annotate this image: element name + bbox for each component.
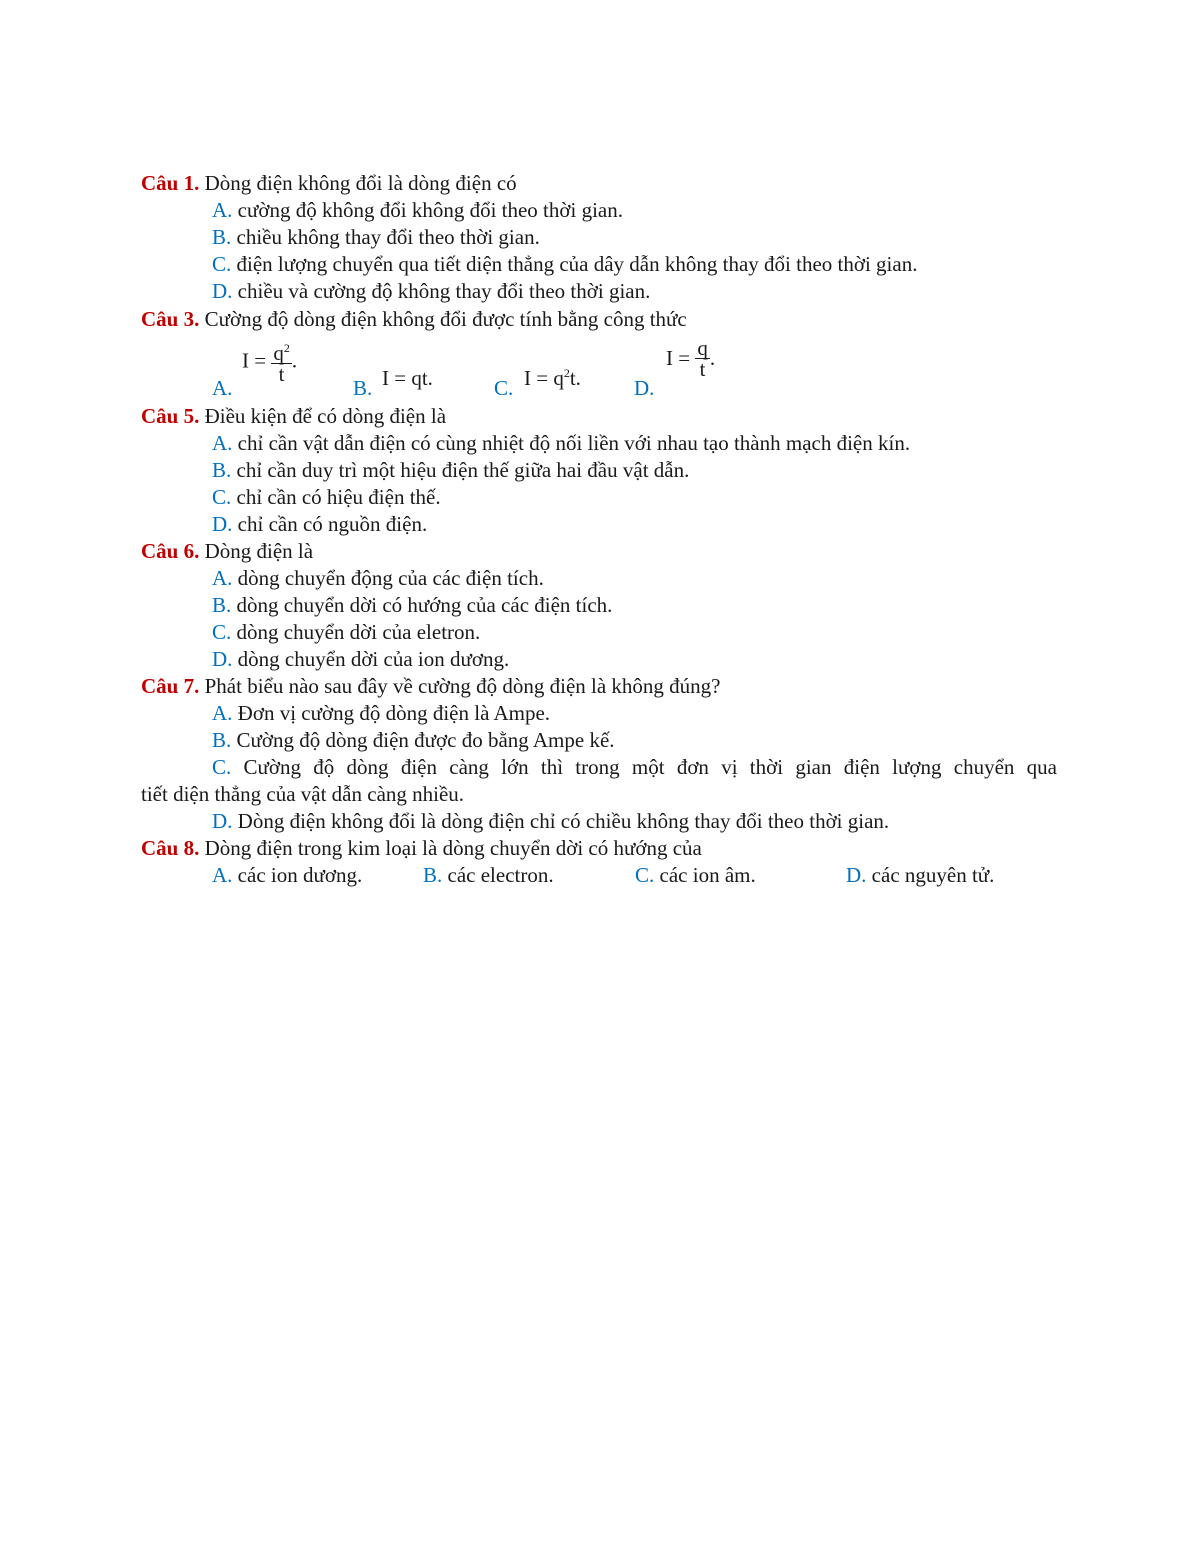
question-8 (141, 835, 702, 862)
option-label: A. (212, 566, 233, 590)
formula-tail: . (709, 346, 716, 370)
option-label: B. (353, 376, 373, 400)
q8-option-c (635, 862, 756, 889)
option-text: Cường độ dòng điện được đo bằng Ampe kế. (231, 728, 615, 752)
question-label: Câu 1. (141, 171, 200, 195)
q8-option-a (212, 862, 362, 889)
option-label: B. (212, 728, 232, 752)
option-text: các ion âm. (654, 863, 756, 887)
option-text: dòng chuyển động của các điện tích. (232, 566, 544, 590)
option-label: C. (212, 485, 232, 509)
question-7 (141, 673, 721, 700)
option-text: chỉ cần có hiệu điện thế. (231, 485, 441, 509)
formula-d (666, 338, 715, 379)
option-label: A. (212, 701, 233, 725)
question-text: Phát biểu nào sau đây về cường độ dòng điện là không đúng? (199, 674, 721, 698)
denominator: t (699, 357, 706, 381)
formula-tail: t. (569, 366, 581, 390)
question-text: Cường độ dòng điện không đổi được tính bằng công thức (199, 307, 687, 331)
q7-option-c-continuation: tiết diện thẳng của vật dẫn càng nhiều. (141, 782, 465, 806)
option-label: C. (212, 620, 232, 644)
option-text: điện lượng chuyển qua tiết diện thẳng của dây dẫn không thay đổi theo thời gian. (231, 252, 918, 276)
option-label: D. (212, 809, 233, 833)
question-5 (141, 403, 446, 430)
q7-option-d (212, 808, 889, 835)
option-label: D. (846, 863, 867, 887)
option-label: D. (634, 376, 655, 400)
q5-option-b (212, 457, 689, 484)
option-label: D. (212, 647, 233, 671)
option-text: chỉ cần vật dẫn điện có cùng nhiệt độ nối liền với nhau tạo thành mạch điện kín. (232, 431, 911, 455)
option-text: các ion dương. (232, 863, 363, 887)
option-text: các nguyên tử. (866, 863, 995, 887)
q7-option-c (212, 754, 1057, 781)
option-label: C. (494, 376, 514, 400)
question-label: Câu 3. (141, 307, 200, 331)
option-label: C. (212, 755, 232, 779)
option-text: Dòng điện không đổi là dòng điện chỉ có chiều không thay đổi theo thời gian. (232, 809, 890, 833)
q6-option-c (212, 619, 480, 646)
formula-lhs: I = (242, 348, 267, 373)
formula-lhs: I = (666, 346, 691, 370)
denominator: t (278, 362, 285, 386)
question-text: Dòng điện không đổi là dòng điện có (199, 171, 517, 195)
option-text: các electron. (442, 863, 554, 887)
q6-option-a (212, 565, 544, 592)
option-text: chỉ cần duy trì một hiệu điện thế giữa hai đầu vật dẫn. (231, 458, 690, 482)
question-label: Câu 6. (141, 539, 200, 563)
q1-option-b (212, 224, 540, 251)
option-label: A. (212, 198, 233, 222)
q1-option-a (212, 197, 623, 224)
q5-option-c (212, 484, 441, 511)
option-label: D. (212, 512, 233, 536)
fraction (695, 338, 710, 379)
q6-option-b (212, 592, 612, 619)
numerator: q (697, 336, 708, 360)
question-label: Câu 7. (141, 674, 200, 698)
formula-c (524, 366, 581, 391)
q7-option-a (212, 700, 550, 727)
option-label: A. (212, 431, 233, 455)
q8-option-d (846, 862, 994, 889)
q8-option-b (423, 862, 554, 889)
option-text: dòng chuyển dời có hướng của các điện tích. (231, 593, 613, 617)
option-label: A. (212, 863, 233, 887)
option-text: Đơn vị cường độ dòng điện là Ampe. (232, 701, 551, 725)
formula-tail: . (291, 348, 298, 373)
formula-a (242, 338, 297, 384)
option-label: A. (212, 376, 233, 400)
option-text: Cường độ dòng điện càng lớn thì trong một đơn vị thời gian điện lượng chuyển qua (231, 755, 1057, 779)
exponent: 2 (283, 341, 290, 355)
option-label: C. (212, 252, 232, 276)
option-label: C. (635, 863, 655, 887)
question-text: Dòng điện trong kim loại là dòng chuyển dời có hướng của (199, 836, 702, 860)
exponent: 2 (563, 366, 570, 380)
q7-option-b (212, 727, 615, 754)
option-label: D. (212, 279, 233, 303)
question-label: Câu 5. (141, 404, 200, 428)
question-text: Dòng điện là (199, 539, 314, 563)
numerator-text: q (273, 341, 284, 365)
numerator (271, 338, 292, 364)
option-label: B. (423, 863, 443, 887)
q5-option-a (212, 430, 910, 457)
q1-option-c (212, 251, 917, 278)
option-text: chiều không thay đổi theo thời gian. (231, 225, 540, 249)
option-label: B. (212, 593, 232, 617)
q1-option-d (212, 278, 650, 305)
question-3 (141, 306, 687, 333)
question-label: Câu 8. (141, 836, 200, 860)
option-text: chỉ cần có nguồn điện. (232, 512, 428, 536)
q6-option-d (212, 646, 509, 673)
fraction (271, 338, 292, 384)
option-text: dòng chuyển dời của eletron. (231, 620, 481, 644)
option-label: B. (212, 458, 232, 482)
question-1 (141, 170, 517, 197)
question-text: Điều kiện để có dòng điện là (199, 404, 447, 428)
question-6 (141, 538, 313, 565)
q5-option-d (212, 511, 427, 538)
option-text: cường độ không đổi không đổi theo thời gian. (232, 198, 623, 222)
option-text: dòng chuyển dời của ion dương. (232, 647, 510, 671)
option-text: chiều và cường độ không thay đổi theo thời gian. (232, 279, 651, 303)
option-label: B. (212, 225, 232, 249)
formula-lhs: I = q (524, 366, 564, 390)
formula-b: I = qt. (382, 366, 433, 390)
